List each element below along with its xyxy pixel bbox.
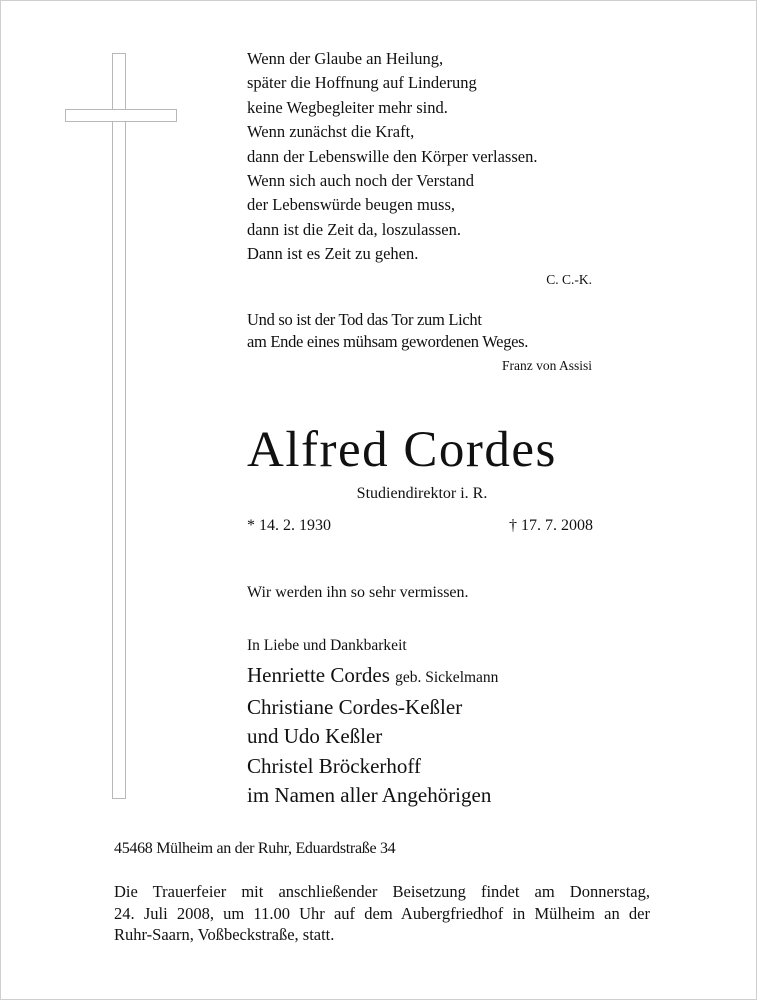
poem-line: Dann ist es Zeit zu gehen. [247, 244, 419, 264]
quote-block [247, 309, 607, 377]
love-text: In Liebe und Dankbarkeit [247, 637, 407, 654]
birth-date: * 14. 2. 1930 [247, 517, 331, 534]
poem-line: Wenn der Glaube an Heilung, [247, 49, 444, 68]
family-member [247, 661, 607, 693]
quote-line: Und so ist der Tod das Tor zum Licht [247, 310, 482, 329]
miss-text: Wir werden ihn so sehr vermissen. [247, 584, 469, 601]
deceased-name: Alfred Cordes [247, 422, 557, 478]
quote-attribution: Franz von Assisi [501, 358, 592, 373]
family-member-name: Henriette Cordes [247, 663, 390, 687]
deceased-title: Studiendirektor i. R. [356, 485, 488, 502]
poem-line: dann der Lebenswille den Körper verlassen. [247, 146, 538, 166]
life-dates [247, 517, 593, 535]
family-member-birthname: geb. Sickelmann [395, 669, 499, 686]
funeral-info [114, 881, 650, 946]
poem-line: Wenn sich auch noch der Verstand [247, 171, 475, 191]
cross-vertical-beam [112, 53, 126, 799]
poem-line: keine Wegbegleiter mehr sind. [247, 97, 448, 117]
poem-line: der Lebenswürde beugen muss, [247, 195, 456, 215]
poem-block [247, 47, 607, 291]
cross-icon [65, 53, 177, 801]
quote-line: am Ende eines mühsam gewordenen Weges. [247, 332, 529, 351]
funeral-line: Ruhr-Saarn, Voßbeckstraße, statt. [114, 925, 335, 944]
poem-line: dann ist die Zeit da, loszulassen. [247, 219, 461, 239]
death-date: † 17. 7. 2008 [509, 517, 593, 534]
family-list [247, 661, 607, 811]
funeral-line: 24. Juli 2008, um 11.00 Uhr auf dem Aubergfriedhof in Mülheim an der [114, 903, 650, 923]
address: 45468 Mülheim an der Ruhr, Eduardstraße 34 [114, 840, 396, 857]
cross-join [113, 110, 125, 121]
family-member: im Namen aller Angehörigen [247, 783, 492, 807]
poem-attribution: C. C.-K. [546, 271, 592, 287]
family-member: Christel Bröckerhoff [247, 753, 421, 778]
funeral-line: Die Trauerfeier mit anschließender Beisetzung findet am Donnerstag, [114, 882, 650, 901]
family-member: und Udo Keßler [247, 724, 383, 748]
poem-line: Wenn zunächst die Kraft, [247, 122, 415, 142]
family-member: Christiane Cordes-Keßler [247, 694, 463, 719]
poem-line: später die Hoffnung auf Linderung [247, 73, 477, 93]
